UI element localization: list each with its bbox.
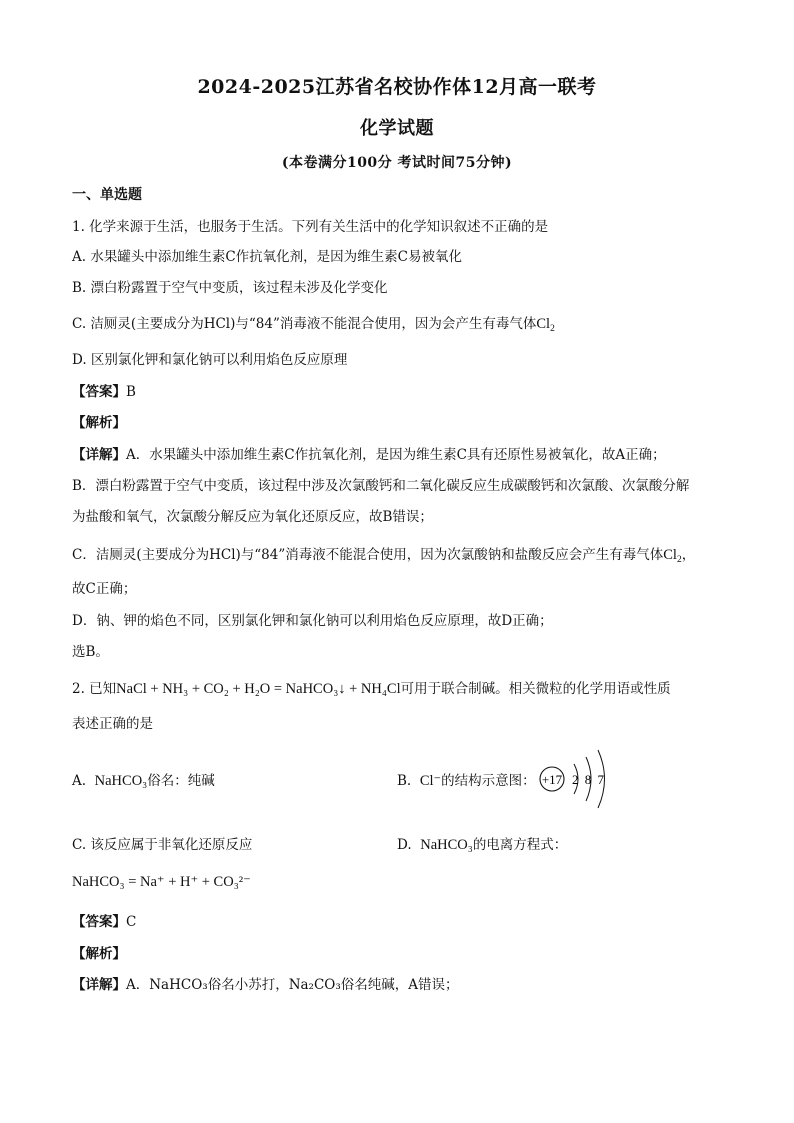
q1-detail-a: 【详解】A．水果罐头中添加维生素C作抗氧化剂，是因为维生素C具有还原性易被氧化，故A正确；: [72, 447, 666, 463]
q1-stem: 1. 化学来源于生活，也服务于生活。下列有关生活中的化学知识叙述不正确的是: [72, 219, 549, 235]
q1-option-b: B. 漂白粉露置于空气中变质，该过程未涉及化学变化: [72, 280, 388, 296]
q2-ionization-equation: NaHCO₃ = Na⁺ + H⁺ + CO₃²⁻: [72, 874, 251, 890]
q2-equation: NaCl + NH₃ + CO₂ + H₂O = NaHCO₃↓ + NH₄Cl: [116, 681, 401, 697]
q1-detail-b-line2: 为盐酸和氧气，次氯酸分解反应为氧化还原反应，故B错误；: [72, 509, 433, 525]
exam-note: (本卷满分100分 考试时间75分钟): [281, 155, 513, 171]
q1-conclusion: 选B。: [72, 644, 109, 660]
q1-option-d: D. 区别氯化钾和氯化钠可以利用焰色反应原理: [72, 352, 348, 368]
exam-subtitle: 化学试题: [360, 118, 434, 139]
q1-detail-c-line2: 故C正确；: [72, 581, 137, 597]
q1-detail-c-line1: C．洁厕灵(主要成分为HCl)与“84”消毒液不能混合使用，因为次氯酸钠和盐酸反应会产生有毒气体$Cl_2$，: [72, 547, 696, 565]
nucleus-charge: +17: [541, 772, 563, 787]
detail-label: 【详解】: [72, 447, 126, 463]
q1-detail-d: D．钠、钾的焰色不同，区别氯化钾和氯化钠可以利用焰色反应原理，故D正确；: [72, 613, 553, 629]
answer-value: B: [126, 384, 136, 400]
q2-option-a-formula: NaHCO₃: [94, 773, 148, 789]
q2-stem-line1: 2. 已知NaCl + NH₃ + CO₂ + H₂O = NaHCO₃↓ + NH₄Cl可用于联合制碱。相关微粒的化学用语或性质: [72, 681, 671, 697]
answer-label: 【答案】: [72, 914, 126, 930]
q2-option-d: D. NaHCO₃的电离方程式：: [397, 837, 568, 853]
q2-option-d-formula: NaHCO₃: [420, 837, 473, 853]
q1-answer: [72, 380, 732, 400]
q2-option-b-ion: Cl⁻: [419, 773, 442, 789]
exam-title: 2024-2025江苏省名校协作体12月高一联考: [197, 76, 597, 98]
q1-analysis-label: 【解析】: [72, 415, 126, 431]
answer-value: C: [126, 914, 137, 930]
electron-shell-counts: 2 8 7: [572, 772, 606, 787]
q2-option-a: A. NaHCO₃俗名：纯碱: [72, 773, 215, 789]
q1-option-c-formula: $Cl_2$: [536, 316, 555, 334]
q1-option-a: A. 水果罐头中添加维生素C作抗氧化剂，是因为维生素C易被氧化: [72, 249, 462, 265]
q2-stem-line2: 表述正确的是: [72, 716, 153, 732]
q1-option-c: [72, 312, 732, 334]
answer-label: 【答案】: [72, 384, 126, 400]
section-heading: 一、单选题: [72, 187, 142, 203]
q1-option-c-text: C. 洁厕灵(主要成分为HCl)与“84”消毒液不能混合使用，因为会产生有毒气体: [72, 316, 537, 332]
q2-answer: [72, 910, 732, 930]
q2-option-b: B. Cl⁻的结构示意图：: [397, 773, 536, 789]
q1-detail-b-line1: B．漂白粉露置于空气中变质，该过程中涉及次氯酸钙和二氧化碳反应生成碳酸钙和次氯酸、次氯酸分解: [72, 478, 690, 494]
detail-label: 【详解】: [72, 977, 126, 993]
q2-detail-a: 【详解】A．NaHCO₃俗名小苏打，Na₂CO₃俗名纯碱，A错误；: [72, 977, 459, 993]
q1-detail-c-formula: $Cl_2$: [663, 547, 682, 565]
q2-analysis-label: 【解析】: [72, 946, 126, 962]
chloride-ion-structure-diagram: [538, 746, 618, 812]
q2-option-c: C. 该反应属于非氧化还原反应: [72, 837, 253, 853]
